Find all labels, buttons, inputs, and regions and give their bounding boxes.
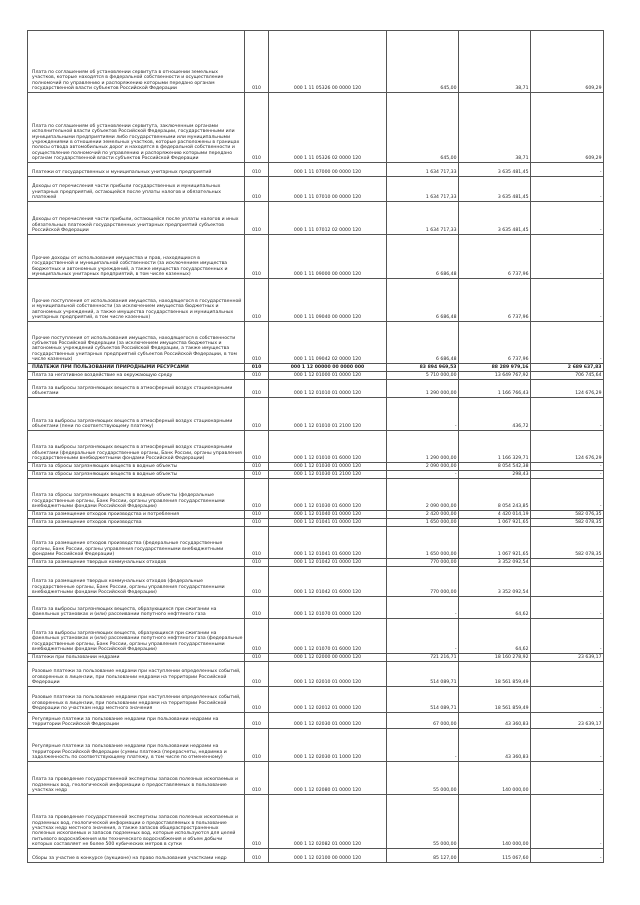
income-name-cell: ПЛАТЕЖИ ПРИ ПОЛЬЗОВАНИИ ПРИРОДНЫМИ РЕСУРСАМИ: [28, 364, 245, 372]
budget-code-cell: 000 1 11 07010 00 0000 120: [269, 177, 387, 202]
table-row: [28, 202, 604, 235]
approved-amount-cell: 2 090 000,00: [387, 463, 459, 471]
approved-amount-cell: 514 089,71: [387, 662, 459, 687]
unexecuted-amount-cell: 706 745,64: [531, 372, 604, 380]
unexecuted-amount-cell: 582 078,35: [531, 519, 604, 527]
budget-code-cell: 000 1 12 01000 01 0000 120: [269, 372, 387, 380]
unexecuted-amount-cell: -: [531, 463, 604, 471]
unexecuted-amount-cell: 23 639,17: [531, 713, 604, 729]
approved-amount-cell: 1 290 000,00: [387, 380, 459, 398]
income-name-cell: Плата за сбросы загрязняющих веществ в водные объекты: [28, 471, 245, 479]
income-name-cell: Плата за выбросы загрязняющих веществ в атмосферный воздух стационарными объектами (пени по соответствующему платежу): [28, 398, 245, 431]
approved-amount-cell: 1 634 717,33: [387, 202, 459, 235]
budget-code-cell: 000 1 11 09000 00 0000 120: [269, 235, 387, 279]
unexecuted-amount-cell: 124 676,29: [531, 380, 604, 398]
table-row: [28, 364, 604, 372]
approved-amount-cell: 514 089,71: [387, 687, 459, 713]
table-row: [28, 471, 604, 479]
income-name-cell: Плата за сбросы загрязняющих веществ в водные объекты: [28, 463, 245, 471]
executed-amount-cell: 43 360,83: [459, 729, 531, 762]
executed-amount-cell: 43 360,83: [459, 713, 531, 729]
row-code-cell: 010: [245, 597, 269, 619]
unexecuted-amount-cell: -: [531, 322, 604, 364]
executed-amount-cell: 6 737,96: [459, 279, 531, 322]
budget-code-cell: 000 1 12 02010 01 0000 120: [269, 662, 387, 687]
table-row: [28, 431, 604, 463]
row-code-cell: 010: [245, 177, 269, 202]
approved-amount-cell: 6 686,48: [387, 235, 459, 279]
table-row: [28, 849, 604, 863]
income-name-cell: Плата за выбросы загрязняющих веществ, образующихся при сжигании на факельных установках и (или) рассеивании попутного нефтяного газа (федеральные государственные органы, Банк России, органы управления государственными внебюджетными фондами Российской Федерации): [28, 619, 245, 654]
table-row: [28, 511, 604, 519]
table-row: [28, 662, 604, 687]
income-name-cell: Плата за размещение отходов производства (федеральные государственные органы, Банк России, органы управления государственными внебюджетными фондами Российской Федерации): [28, 527, 245, 559]
unexecuted-amount-cell: -: [531, 479, 604, 511]
unexecuted-amount-cell: -: [531, 471, 604, 479]
row-code-cell: 010: [245, 364, 269, 372]
budget-code-cell: 000 1 12 01042 01 6000 120: [269, 567, 387, 597]
row-code-cell: 010: [245, 662, 269, 687]
approved-amount-cell: 2 090 000,00: [387, 479, 459, 511]
approved-amount-cell: 6 686,48: [387, 322, 459, 364]
executed-amount-cell: 18 561 859,49: [459, 662, 531, 687]
table-row: [28, 713, 604, 729]
row-code-cell: 010: [245, 431, 269, 463]
executed-amount-cell: 3 352 092,54: [459, 559, 531, 567]
unexecuted-amount-cell: -: [531, 279, 604, 322]
table-row: [28, 729, 604, 762]
table-row: [28, 93, 604, 163]
executed-amount-cell: 6 737,96: [459, 235, 531, 279]
unexecuted-amount-cell: -: [531, 163, 604, 177]
approved-amount-cell: 770 000,00: [387, 559, 459, 567]
budget-code-cell: 000 1 12 01070 01 6000 120: [269, 619, 387, 654]
executed-amount-cell: 1 166 329,71: [459, 431, 531, 463]
unexecuted-amount-cell: -: [531, 729, 604, 762]
row-code-cell: 010: [245, 471, 269, 479]
unexecuted-amount-cell: 124 676,29: [531, 431, 604, 463]
row-code-cell: 010: [245, 527, 269, 559]
executed-amount-cell: 6 737,96: [459, 322, 531, 364]
income-name-cell: Плата за сбросы загрязняющих веществ в водные объекты (федеральные государственные органы, Банк России, органы управления государственными внебюджетными фондами Российской Федерации): [28, 479, 245, 511]
budget-code-cell: 000 1 12 01010 01 2100 120: [269, 398, 387, 431]
income-name-cell: Прочие доходы от использования имущества и прав, находящихся в государственной и муниципальной собственности (за исключением имущества бюджетных и автономных учреждений, а также имущества государственных и муниципальных унитарных предприятий, в том числе казенных): [28, 235, 245, 279]
row-code-cell: 010: [245, 654, 269, 662]
executed-amount-cell: 13 649 767,92: [459, 372, 531, 380]
budget-code-cell: 000 1 12 01070 01 0000 120: [269, 597, 387, 619]
row-code-cell: 010: [245, 687, 269, 713]
table-row: [28, 463, 604, 471]
row-code-cell: 010: [245, 463, 269, 471]
row-code-cell: 010: [245, 519, 269, 527]
executed-amount-cell: 140 000,00: [459, 762, 531, 795]
budget-code-cell: 000 1 12 02030 01 1000 120: [269, 729, 387, 762]
budget-code-cell: 000 1 12 02030 01 0000 120: [269, 713, 387, 729]
income-name-cell: Плата за выбросы загрязняющих веществ в атмосферный воздух стационарными объектами: [28, 380, 245, 398]
executed-amount-cell: 1 067 921,65: [459, 519, 531, 527]
row-code-cell: 010: [245, 372, 269, 380]
row-code-cell: 010: [245, 322, 269, 364]
table-row: [28, 372, 604, 380]
budget-code-cell: 000 1 12 01010 01 0000 120: [269, 380, 387, 398]
budget-code-cell: 000 1 11 09040 00 0000 120: [269, 279, 387, 322]
approved-amount-cell: 6 686,48: [387, 279, 459, 322]
unexecuted-amount-cell: -: [531, 795, 604, 849]
unexecuted-amount-cell: 609,29: [531, 93, 604, 163]
budget-code-cell: 000 1 12 01030 01 6000 120: [269, 479, 387, 511]
unexecuted-amount-cell: -: [531, 619, 604, 654]
budget-code-cell: 000 1 12 02100 00 0000 120: [269, 849, 387, 863]
unexecuted-amount-cell: -: [531, 597, 604, 619]
row-code-cell: 010: [245, 31, 269, 93]
unexecuted-amount-cell: 609,29: [531, 31, 604, 93]
income-name-cell: Плата за размещение отходов производства и потребления: [28, 511, 245, 519]
table-row: [28, 322, 604, 364]
income-name-cell: Плата за проведение государственной экспертизы запасов полезных ископаемых и подземных вод, геологической информации о предоставляемых в пользование участках недр местного значения, а также запасов общераспространенных полезных ископаемых и запасов подземных вод, которые используются для целей питьевого водоснабжения или технического водоснабжения и объем добычи которых составляет не более 500 кубических метров в сутки: [28, 795, 245, 849]
table-row: [28, 619, 604, 654]
executed-amount-cell: 18 561 859,49: [459, 687, 531, 713]
executed-amount-cell: 88 289 979,16: [459, 364, 531, 372]
budget-code-cell: 000 1 11 05326 00 0000 120: [269, 31, 387, 93]
row-code-cell: 010: [245, 93, 269, 163]
row-code-cell: 010: [245, 202, 269, 235]
income-name-cell: Платежи при пользовании недрами: [28, 654, 245, 662]
executed-amount-cell: 298,43: [459, 471, 531, 479]
unexecuted-amount-cell: -: [531, 567, 604, 597]
executed-amount-cell: 1 166 766,43: [459, 380, 531, 398]
approved-amount-cell: -: [387, 597, 459, 619]
approved-amount-cell: 2 420 000,00: [387, 511, 459, 519]
budget-code-cell: 000 1 12 02080 01 0000 120: [269, 762, 387, 795]
approved-amount-cell: 5 710 000,00: [387, 372, 459, 380]
income-name-cell: Доходы от перечисления части прибыли государственных и муниципальных унитарных предприятий, остающейся после уплаты налогов и обязательных платежей: [28, 177, 245, 202]
income-name-cell: Плата по соглашениям об установлении сервитута, заключенным органами исполнительной власти субъектов Российской Федерации, государственными или муниципальными предприятиями либо государственными или муниципальными учреждениями в отношении земельных участков, которые расположены в границах полосы отвода автомобильных дорог и находятся в федеральной собственности и осуществление полномочий по управлению и распоряжению которыми передано органам государственной власти субъектов Российской Федерации: [28, 93, 245, 163]
table-row: [28, 279, 604, 322]
unexecuted-amount-cell: -: [531, 202, 604, 235]
table-row: [28, 177, 604, 202]
table-row: [28, 380, 604, 398]
unexecuted-amount-cell: -: [531, 177, 604, 202]
unexecuted-amount-cell: -: [531, 662, 604, 687]
unexecuted-amount-cell: -: [531, 849, 604, 863]
unexecuted-amount-cell: 23 639,17: [531, 654, 604, 662]
income-name-cell: Плата за негативное воздействие на окружающую среду: [28, 372, 245, 380]
budget-code-cell: 000 1 11 05326 02 0000 120: [269, 93, 387, 163]
budget-code-cell: 000 1 12 01030 01 2100 120: [269, 471, 387, 479]
income-name-cell: Разовые платежи за пользование недрами при наступлении определенных событий, оговоренных в лицензии, при пользовании недрами на территории Российской Федерации по участкам недр местного значения: [28, 687, 245, 713]
unexecuted-amount-cell: -: [531, 762, 604, 795]
executed-amount-cell: 18 160 278,92: [459, 654, 531, 662]
approved-amount-cell: 1 634 717,33: [387, 177, 459, 202]
income-name-cell: Плата за размещение твердых коммунальных отходов (федеральные государственные органы, Банк России, органы управления государственными внебюджетными фондами Российской Федерации): [28, 567, 245, 597]
approved-amount-cell: 770 000,00: [387, 567, 459, 597]
executed-amount-cell: 3 635 481,45: [459, 163, 531, 177]
table-row: [28, 567, 604, 597]
approved-amount-cell: -: [387, 619, 459, 654]
row-code-cell: 010: [245, 479, 269, 511]
row-code-cell: 010: [245, 559, 269, 567]
executed-amount-cell: 3 635 481,45: [459, 177, 531, 202]
executed-amount-cell: 38,71: [459, 31, 531, 93]
table-row: [28, 527, 604, 559]
approved-amount-cell: 55 000,00: [387, 795, 459, 849]
approved-amount-cell: 1 290 000,00: [387, 431, 459, 463]
report-page: [27, 30, 603, 863]
approved-amount-cell: 1 650 000,00: [387, 519, 459, 527]
unexecuted-amount-cell: -: [531, 559, 604, 567]
table-row: [28, 597, 604, 619]
row-code-cell: 010: [245, 235, 269, 279]
executed-amount-cell: 115 067,60: [459, 849, 531, 863]
row-code-cell: 010: [245, 279, 269, 322]
income-name-cell: Регулярные платежи за пользование недрами при пользовании недрами на территории Российской Федерации: [28, 713, 245, 729]
budget-code-cell: 000 1 12 00000 00 0000 000: [269, 364, 387, 372]
executed-amount-cell: 3 635 481,45: [459, 202, 531, 235]
income-name-cell: Разовые платежи за пользование недрами при наступлении определенных событий, оговоренных в лицензии, при пользовании недрами на территории Российской Федерации: [28, 662, 245, 687]
table-body: [28, 31, 604, 863]
approved-amount-cell: -: [387, 471, 459, 479]
approved-amount-cell: -: [387, 398, 459, 431]
table-row: [28, 519, 604, 527]
table-row: [28, 559, 604, 567]
unexecuted-amount-cell: -: [531, 687, 604, 713]
unexecuted-amount-cell: -: [531, 398, 604, 431]
row-code-cell: 010: [245, 380, 269, 398]
table-row: [28, 762, 604, 795]
budget-code-cell: 000 1 11 07012 02 0000 120: [269, 202, 387, 235]
budget-code-cell: 000 1 12 01040 01 0000 120: [269, 511, 387, 519]
table-row: [28, 235, 604, 279]
row-code-cell: 010: [245, 163, 269, 177]
executed-amount-cell: 4 420 014,19: [459, 511, 531, 519]
executed-amount-cell: 64,62: [459, 597, 531, 619]
approved-amount-cell: 1 650 000,00: [387, 527, 459, 559]
income-name-cell: Регулярные платежи за пользование недрами при пользовании недрами на территории Российской Федерации (суммы платежа (перерасчеты, недоимка и задолженность по соответствующему платежу, в том числе по отмененному): [28, 729, 245, 762]
row-code-cell: 010: [245, 619, 269, 654]
approved-amount-cell: 83 894 969,53: [387, 364, 459, 372]
row-code-cell: 010: [245, 398, 269, 431]
executed-amount-cell: 8 054 542,38: [459, 463, 531, 471]
row-code-cell: 010: [245, 713, 269, 729]
income-name-cell: Плата по соглашениям об установлении сервитута в отношении земельных участков, которые находятся в федеральной собственности и осуществление полномочий по управлению и распоряжению которыми передано органам государственной власти субъектов Российской Федерации: [28, 31, 245, 93]
row-code-cell: 010: [245, 567, 269, 597]
table-row: [28, 479, 604, 511]
row-code-cell: 010: [245, 729, 269, 762]
income-name-cell: Доходы от перечисления части прибыли, остающейся после уплаты налогов и иных обязательных платежей государственных унитарных предприятий субъектов Российской Федерации: [28, 202, 245, 235]
unexecuted-amount-cell: 582 078,35: [531, 527, 604, 559]
executed-amount-cell: 140 000,00: [459, 795, 531, 849]
income-name-cell: Сборы за участие в конкурсе (аукционе) на право пользования участками недр: [28, 849, 245, 863]
income-name-cell: Прочие поступления от использования имущества, находящегося в собственности субъектов Российской Федерации (за исключением имущества бюджетных и автономных учреждений субъектов Российской Федерации, а также имущества государственных унитарных предприятий субъектов Российской Федерации, в том числе казенных): [28, 322, 245, 364]
approved-amount-cell: 721 216,71: [387, 654, 459, 662]
income-name-cell: Плата за размещение твердых коммунальных отходов: [28, 559, 245, 567]
row-code-cell: 010: [245, 511, 269, 519]
approved-amount-cell: 67 000,00: [387, 713, 459, 729]
approved-amount-cell: -: [387, 729, 459, 762]
table-row: [28, 795, 604, 849]
approved-amount-cell: 55 000,00: [387, 762, 459, 795]
table-row: [28, 687, 604, 713]
row-code-cell: 010: [245, 762, 269, 795]
budget-code-cell: 000 1 12 01042 01 0000 120: [269, 559, 387, 567]
unexecuted-amount-cell: -: [531, 235, 604, 279]
executed-amount-cell: 436,72: [459, 398, 531, 431]
income-name-cell: Плата за размещение отходов производства: [28, 519, 245, 527]
budget-code-cell: 000 1 12 01030 01 0000 120: [269, 463, 387, 471]
unexecuted-amount-cell: 2 689 637,83: [531, 364, 604, 372]
table-row: [28, 31, 604, 93]
budget-code-cell: 000 1 11 09042 02 0000 120: [269, 322, 387, 364]
executed-amount-cell: 3 352 092,54: [459, 567, 531, 597]
approved-amount-cell: 645,00: [387, 31, 459, 93]
income-name-cell: Плата за выбросы загрязняющих веществ, образующихся при сжигании на факельных установках и (или) рассеивании попутного нефтяного газа: [28, 597, 245, 619]
income-table: [27, 30, 604, 863]
budget-code-cell: 000 1 12 02012 01 0000 120: [269, 687, 387, 713]
executed-amount-cell: 38,71: [459, 93, 531, 163]
budget-code-cell: 000 1 12 02082 01 0000 120: [269, 795, 387, 849]
income-name-cell: Плата за выбросы загрязняющих веществ в атмосферный воздух стационарными объектами (федеральные государственные органы, Банк России, органы управления государственными внебюджетными фондами Российской Федерации): [28, 431, 245, 463]
table-row: [28, 654, 604, 662]
unexecuted-amount-cell: 582 076,35: [531, 511, 604, 519]
approved-amount-cell: 1 634 717,33: [387, 163, 459, 177]
executed-amount-cell: 8 054 243,85: [459, 479, 531, 511]
budget-code-cell: 000 1 12 02000 00 0000 120: [269, 654, 387, 662]
approved-amount-cell: 645,00: [387, 93, 459, 163]
executed-amount-cell: 64,62: [459, 619, 531, 654]
budget-code-cell: 000 1 12 01010 01 6000 120: [269, 431, 387, 463]
table-row: [28, 398, 604, 431]
income-name-cell: Плата за проведение государственной экспертизы запасов полезных ископаемых и подземных вод, геологической информации о предоставляемых в пользование участках недр: [28, 762, 245, 795]
income-name-cell: Платежи от государственных и муниципальных унитарных предприятий: [28, 163, 245, 177]
budget-code-cell: 000 1 12 01041 01 6000 120: [269, 527, 387, 559]
budget-code-cell: 000 1 11 07000 00 0000 120: [269, 163, 387, 177]
row-code-cell: 010: [245, 795, 269, 849]
table-row: [28, 163, 604, 177]
row-code-cell: 010: [245, 849, 269, 863]
approved-amount-cell: 85 127,00: [387, 849, 459, 863]
executed-amount-cell: 1 067 921,65: [459, 527, 531, 559]
income-name-cell: Прочие поступления от использования имущества, находящегося в государственной и муниципальной собственности (за исключением имущества бюджетных и автономных учреждений, а также имущества государственных и муниципальных унитарных предприятий, в том числе казенных): [28, 279, 245, 322]
budget-code-cell: 000 1 12 01041 01 0000 120: [269, 519, 387, 527]
